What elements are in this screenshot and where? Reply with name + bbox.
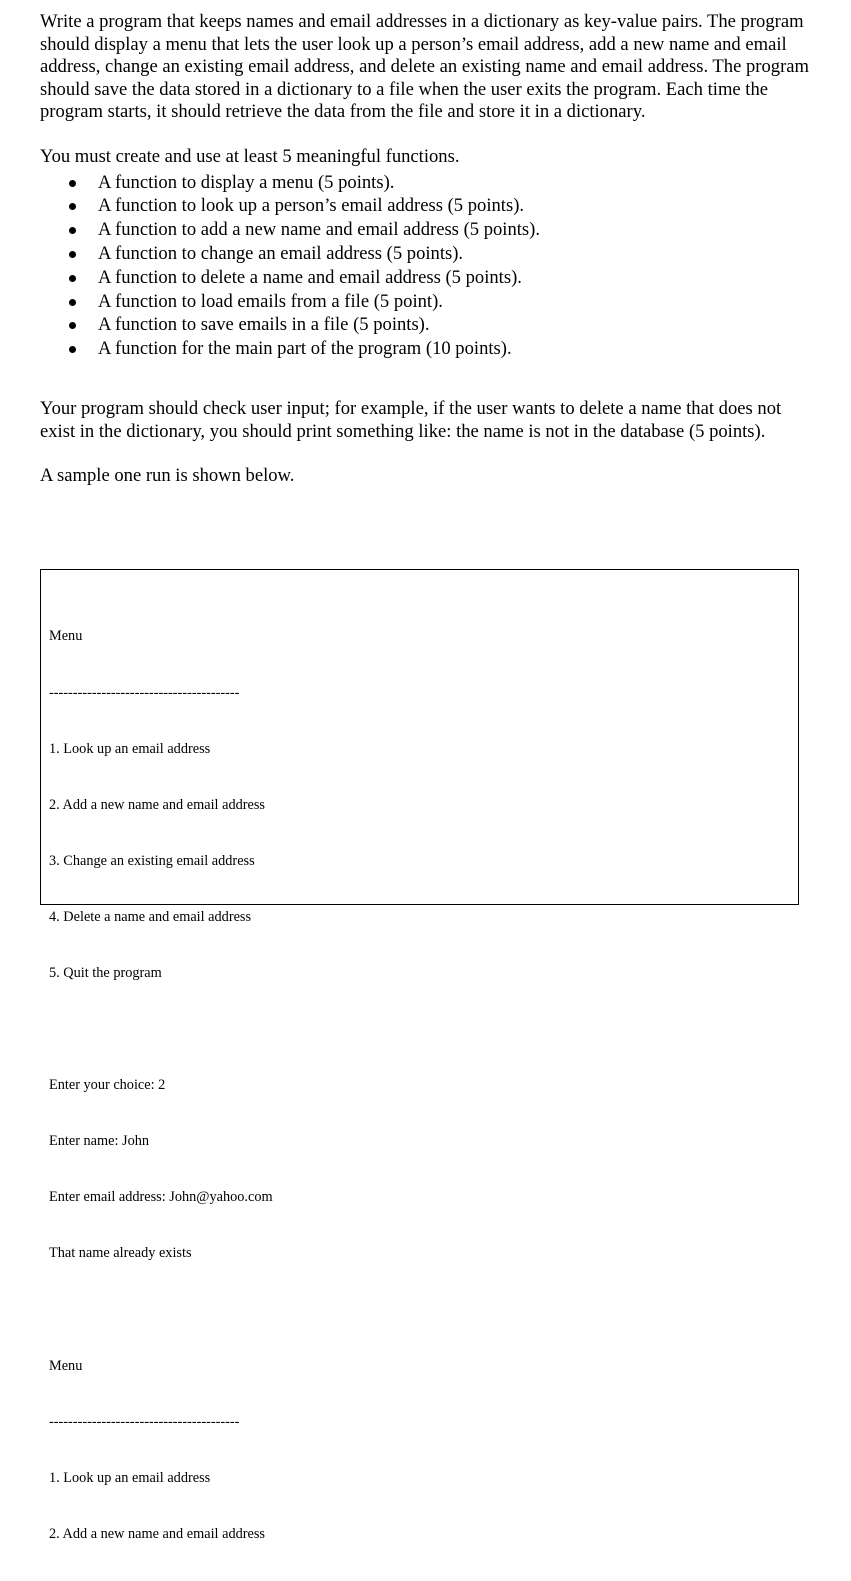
menu-option: 5. Quit the program — [49, 964, 162, 981]
bullet-icon — [69, 346, 76, 353]
requirement-text: A function to look up a person’s email address (5 points). — [98, 195, 525, 217]
interaction-line: That name already exists — [49, 1245, 192, 1262]
interaction-line: Enter name: John — [49, 1133, 150, 1150]
requirement-text: A function to delete a name and email address (5 points). — [98, 266, 522, 288]
menu-divider: ---------------------------------------- — [49, 684, 240, 701]
bullet-icon — [69, 203, 76, 210]
requirement-text: A function to save emails in a file (5 points). — [98, 314, 430, 336]
requirement-text: A function to display a menu (5 points). — [98, 171, 395, 193]
list-item — [40, 337, 810, 361]
list-item — [40, 218, 810, 242]
menu-option: 1. Look up an email address — [49, 740, 211, 757]
interaction-line: Enter your choice: 2 — [49, 1077, 166, 1094]
list-item — [40, 194, 810, 218]
bullet-icon — [69, 275, 76, 282]
list-item — [40, 242, 810, 266]
requirement-text: A function to change an email address (5 points). — [98, 242, 464, 264]
requirement-text: A function to add a new name and email address (5 points). — [98, 219, 541, 241]
list-item — [40, 313, 810, 337]
sample-intro: A sample one run is shown below. — [40, 465, 295, 487]
blank-line — [49, 1301, 273, 1320]
list-item — [40, 290, 810, 314]
menu-option: 1. Look up an email address — [49, 1469, 211, 1486]
bullet-icon — [69, 299, 76, 306]
assignment-document — [40, 11, 810, 488]
sample-run-box — [40, 569, 799, 1542]
list-item — [40, 171, 810, 195]
menu-option: 2. Add a new name and email address — [49, 796, 265, 813]
requirement-text: A function for the main part of the program (10 points). — [98, 338, 512, 360]
bullet-icon — [69, 322, 76, 329]
blank-line — [49, 1020, 273, 1039]
functions-intro: You must create and use at least 5 meaningful functions. — [40, 145, 460, 167]
menu-option: 4. Delete a name and email address — [49, 908, 252, 925]
menu-title: Menu — [49, 1357, 83, 1374]
list-item — [40, 266, 810, 290]
bullet-icon — [69, 251, 76, 258]
input-check-paragraph: Your program should check user input; for example, if the user wants to delete a name that does not exist in the dictionary, you should print something like: the name is not in the database (5 points). — [40, 397, 782, 442]
menu-title: Menu — [49, 628, 83, 645]
menu-divider: ---------------------------------------- — [49, 1413, 240, 1430]
requirement-text: A function to load emails from a file (5 point). — [98, 290, 443, 312]
sample-run-text — [49, 590, 273, 1581]
bullet-icon — [69, 180, 76, 187]
function-requirements-list — [40, 171, 810, 361]
menu-option: 3. Change an existing email address — [49, 852, 255, 869]
menu-option: 2. Add a new name and email address — [49, 1525, 265, 1542]
bullet-icon — [69, 227, 76, 234]
intro-paragraph: Write a program that keeps names and email addresses in a dictionary as key-value pairs. The program should display a menu that lets the user look up a person’s email address, add a new name and email address, change an existing email address, and delete an existing name and email address. The program should save the data stored in a dictionary to a file when the user exits the program. Each time the program starts, it should retrieve the data from the file and store it in a dictionary. — [40, 11, 809, 123]
interaction-line: Enter email address: John@yahoo.com — [49, 1189, 273, 1206]
